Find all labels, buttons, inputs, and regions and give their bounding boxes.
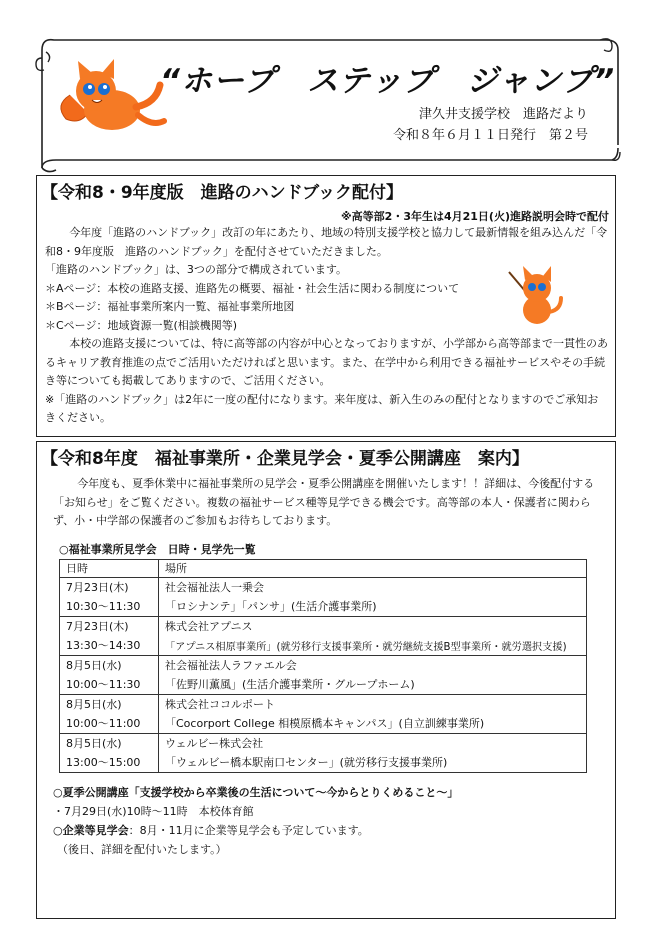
handbook-p3: 本校の進路支援については、特に高等部の内容が中心となっておりますが、小学部から高等部まで一貫性のあるキャリア教育推進の点でご活用いただければと思います。また、在学中から利用できる福祉サービスやその手続き等についても掲載してありますので、ご活用ください。 xyxy=(45,337,608,387)
row-org: 社会福祉法人一乗会 xyxy=(159,577,587,597)
table-header-row xyxy=(60,559,587,577)
handbook-p4: ※「進路のハンドブック」は2年に一度の配付になります。来年度は、新入生のみの配付となりますのでご承知おきください。 xyxy=(45,392,599,424)
row-org: 株式会社アプニス xyxy=(159,616,587,636)
handbook-item-a: ＊Aページ：本校の進路支援、進路先の概要、福祉・社会生活に関わる制度について xyxy=(45,281,460,295)
row-place: 「ロシナンテ」「パンサ」(生活介護事業所) xyxy=(159,597,587,617)
table-row xyxy=(60,636,587,656)
row-time: 13:30～14:30 xyxy=(60,636,159,656)
row-org: 社会福祉法人ラファエル会 xyxy=(159,655,587,675)
table-row xyxy=(60,655,587,675)
company-visit-line xyxy=(53,821,615,840)
handbook-note: ※高等部2・3年生は4月21日(火)進路説明会時で配付 xyxy=(340,210,609,223)
company-visit-text: ：8月・11月に企業等見学会も予定しています。 xyxy=(128,823,369,837)
school-line: 津久井支援学校 進路だより xyxy=(418,107,588,122)
events-section xyxy=(36,441,616,919)
row-time: 10:00～11:00 xyxy=(60,714,159,734)
row-place: 「Cocorport College 相模原橋本キャンパス」(自立訓練事業所) xyxy=(159,714,587,734)
visit-table xyxy=(59,559,587,773)
handbook-section xyxy=(36,175,616,437)
table-row xyxy=(60,753,587,773)
row-date: 8月5日(水) xyxy=(60,694,159,714)
row-time: 10:30～11:30 xyxy=(60,597,159,617)
header-place: 場所 xyxy=(159,559,587,577)
row-place: 「ウェルビー橋本駅南口センター」(就労移行支援事業所) xyxy=(159,753,587,773)
newsletter-title: “ホープ ステップ ジャンプ” xyxy=(160,63,616,99)
summer-course-block xyxy=(53,783,615,859)
handbook-item-c: ＊Cページ：地域資源一覧(相談機関等) xyxy=(45,318,238,332)
company-visit-label: ○企業等見学会 xyxy=(53,823,129,837)
pointing-cat-icon xyxy=(501,262,565,328)
table-row xyxy=(60,694,587,714)
handbook-p2: 「進路のハンドブック」は、3つの部分で構成されています。 xyxy=(45,263,348,276)
visit-list-title: ○福祉事業所見学会 日時・見学先一覧 xyxy=(59,542,256,556)
events-intro: 今年度も、夏季休業中に福祉事業所の見学会・夏季公開講座を開催いたします！！詳細は、今後配付する「お知らせ」をご覧ください。複数の福祉サービス種等見学できる機会です。高等部の本人・保護者に関わらず、小・中学部の保護者のご参加もお待ちしております。 xyxy=(53,477,595,527)
handbook-item-b: ＊Bページ：福祉事業所案内一覧、福祉事業所地図 xyxy=(45,300,295,313)
row-place: 「アプニス相原事業所」(就労移行支援事業所・就労継続支援B型事業所・就労選択支援) xyxy=(159,636,587,656)
table-row xyxy=(60,577,587,597)
issue-info xyxy=(393,104,588,146)
handbook-heading: 【令和8・9年度版 進路のハンドブック配付】 xyxy=(41,183,403,203)
row-date: 7月23日(木) xyxy=(60,577,159,597)
table-row xyxy=(60,714,587,734)
row-time: 13:00～15:00 xyxy=(60,753,159,773)
handbook-p1: 今年度「進路のハンドブック」改訂の年にあたり、地域の特別支援学校と協力して最新情報を組み込んだ「令和8・9年度版 進路のハンドブック」を配付させていただきました。 xyxy=(45,226,608,258)
row-date: 7月23日(木) xyxy=(60,616,159,636)
header-datetime: 日時 xyxy=(60,559,159,577)
events-heading: 【令和8年度 福祉事業所・企業見学会・夏季公開講座 案内】 xyxy=(41,449,529,469)
summer-course-title: ○夏季公開講座「支援学校から卒業後の生活について～今からとりくめること～」 xyxy=(53,785,459,799)
summer-course-date: ・7月29日(水)10時～11時 本校体育館 xyxy=(53,804,254,818)
row-org: 株式会社ココルポート xyxy=(159,694,587,714)
table-row xyxy=(60,675,587,695)
row-date: 8月5日(水) xyxy=(60,733,159,753)
issue-line: 令和８年６月１１日発行 第２号 xyxy=(392,128,588,143)
row-time: 10:00～11:30 xyxy=(60,675,159,695)
table-row xyxy=(60,616,587,636)
events-intro-block xyxy=(37,471,615,531)
row-place: 「佐野川薫風」(生活介護事業所・グループホーム) xyxy=(159,675,587,695)
company-visit-note: （後日、詳細を配付いたします。） xyxy=(57,842,227,856)
table-row xyxy=(60,733,587,753)
table-row xyxy=(60,597,587,617)
flying-cat-mascot-icon xyxy=(52,55,172,150)
row-org: ウェルビー株式会社 xyxy=(159,733,587,753)
row-date: 8月5日(水) xyxy=(60,655,159,675)
